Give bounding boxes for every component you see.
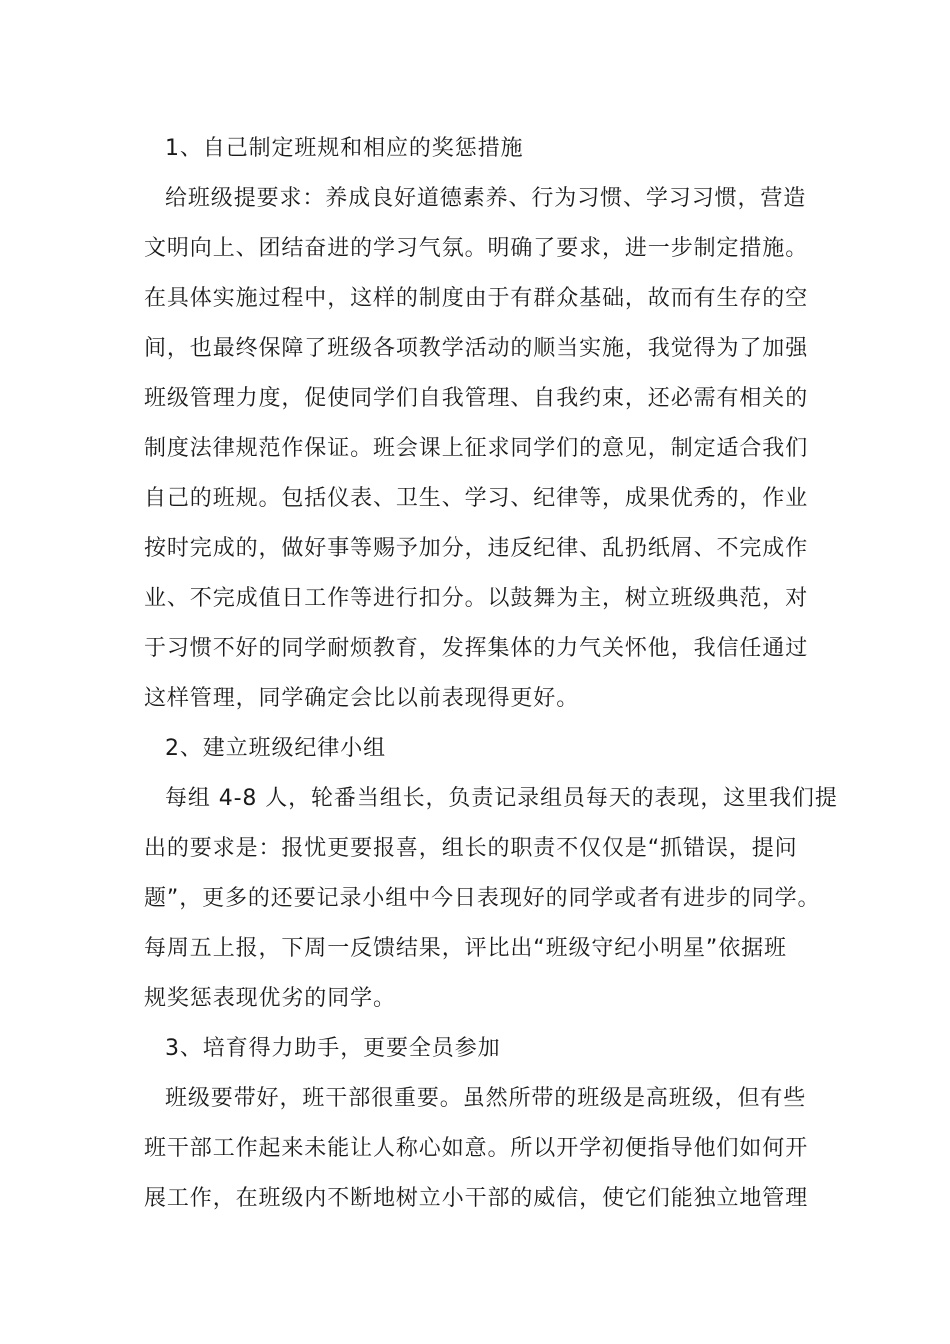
paragraph-line: 每组 4-8 人，轮番当组长，负责记录组员每天的表现，这里我们提 bbox=[165, 786, 838, 811]
paragraph-line: 班干部工作起来未能让人称心如意。所以开学初便指导他们如何开 bbox=[144, 1136, 809, 1161]
paragraph-line: 出的要求是：报忧更要报喜，组长的职责不仅仅是“抓错误，提问 bbox=[144, 836, 798, 861]
paragraph-line: 自己的班规。包括仪表、卫生、学习、纪律等，成果优秀的，作业 bbox=[144, 486, 809, 511]
paragraph-line: 文明向上、团结奋进的学习气氛。明确了要求，进一步制定措施。 bbox=[144, 236, 809, 261]
paragraph-line: 这样管理，同学确定会比以前表现得更好。 bbox=[144, 686, 580, 711]
paragraph-line: 展工作，在班级内不断地树立小干部的威信，使它们能独立地管理 bbox=[144, 1186, 809, 1211]
paragraph-line: 班级管理力度，促使同学们自我管理、自我约束，还必需有相关的 bbox=[144, 386, 809, 411]
paragraph-line: 题”，更多的还要记录小组中今日表现好的同学或者有进步的同学。 bbox=[144, 886, 821, 911]
paragraph-line: 在具体实施过程中，这样的制度由于有群众基础，故而有生存的空 bbox=[144, 286, 809, 311]
paragraph-line: 间，也最终保障了班级各项教学活动的顺当实施，我觉得为了加强 bbox=[144, 336, 809, 361]
paragraph-line: 制度法律规范作保证。班会课上征求同学们的意见，制定适合我们 bbox=[144, 436, 809, 461]
paragraph-line: 业、不完成值日工作等进行扣分。以鼓舞为主，树立班级典范，对 bbox=[144, 586, 809, 611]
section-heading-3: 3、培育得力助手，更要全员参加 bbox=[165, 1036, 501, 1061]
paragraph-line: 按时完成的，做好事等赐予加分，违反纪律、乱扔纸屑、不完成作 bbox=[144, 536, 809, 561]
section-heading-1: 1、自己制定班规和相应的奖惩措施 bbox=[165, 136, 524, 161]
paragraph-line: 每周五上报，下周一反馈结果，评比出“班级守纪小明星”依据班 bbox=[144, 936, 787, 961]
paragraph-line: 规奖惩表现优劣的同学。 bbox=[144, 986, 396, 1011]
section-heading-2: 2、建立班级纪律小组 bbox=[165, 736, 386, 761]
paragraph-line: 给班级提要求：养成良好道德素养、行为习惯、学习习惯，营造 bbox=[165, 186, 807, 211]
paragraph-line: 于习惯不好的同学耐烦教育，发挥集体的力气关怀他，我信任通过 bbox=[144, 636, 809, 661]
paragraph-line: 班级要带好，班干部很重要。虽然所带的班级是高班级，但有些 bbox=[165, 1086, 807, 1111]
